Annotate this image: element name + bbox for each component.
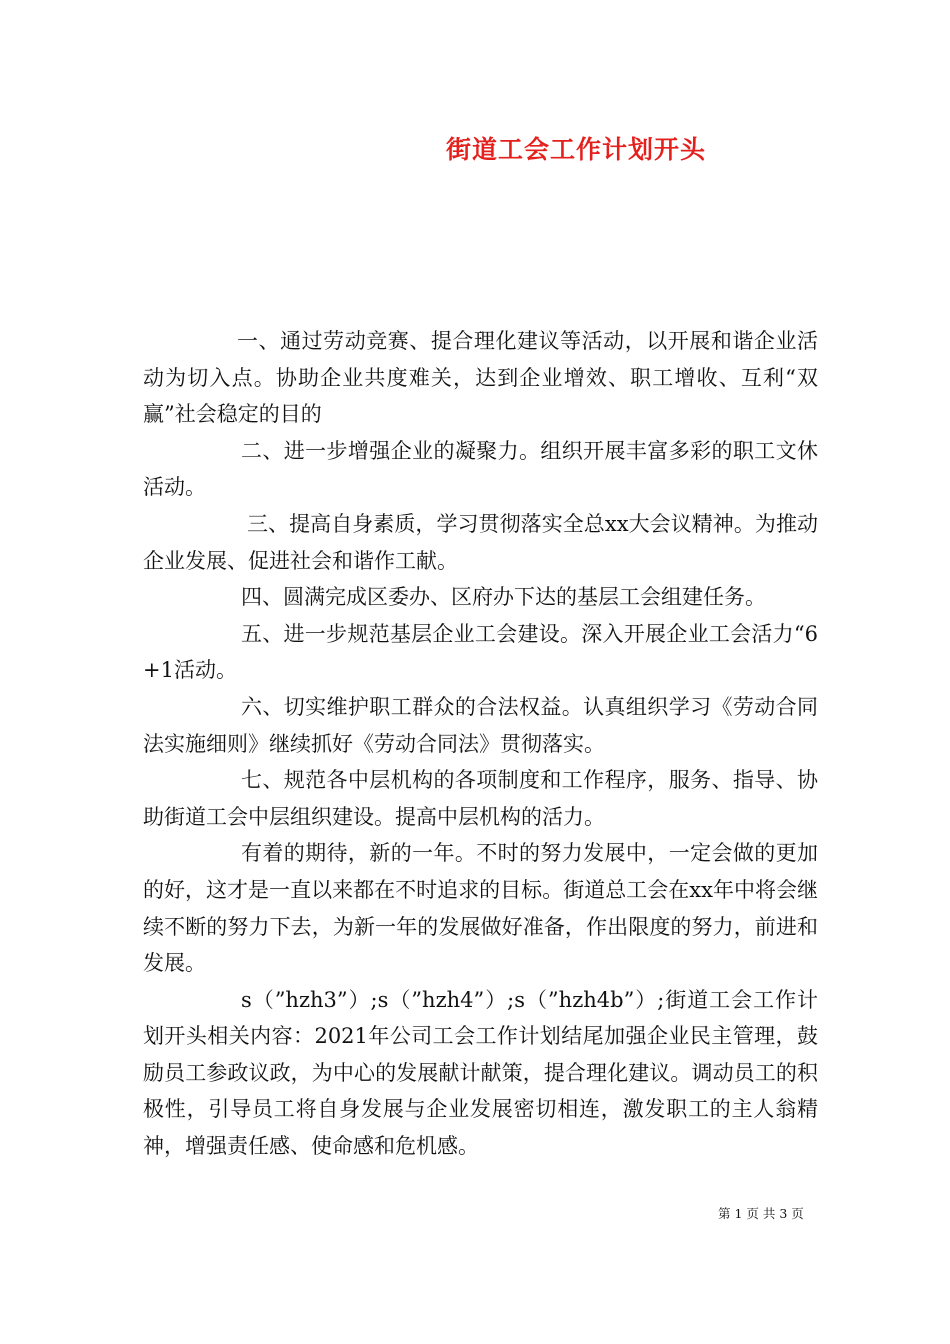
paragraph-9: s（”hzh3”）;s（”hzh4”）;s（”hzh4b”）;街道工会工作计划开头相关内容：2021年公司工会工作计划结尾加强企业民主管理，鼓励员工参政议政，为中心的发展献计献策，提合理化建议。调动员工的积极性，引导员工将自身发展与企业发展密切相连，激发职工的主人翁精神，增强责任感、使命感和危机感。 [143, 987, 818, 1159]
document-title: 街道工会工作计划开头 [446, 135, 707, 164]
paragraph-1: 一、通过劳动竞赛、提合理化建议等活动，以开展和谐企业活动为切入点。协助企业共度难关，达到企业增效、职工增收、互利“双赢”社会稳定的目的 [143, 329, 818, 427]
paragraph-7: 七、规范各中层机构的各项制度和工作程序，服务、指导、协助街道工会中层组织建设。提高中层机构的活力。 [143, 768, 818, 829]
paragraph-2: 二、进一步增强企业的凝聚力。组织开展丰富多彩的职工文休活动。 [143, 438, 818, 500]
paragraph-5: 五、进一步规范基层企业工会建设。深入开展企业工会活力“6+1活动。 [143, 621, 818, 683]
document-body [143, 323, 818, 1165]
paragraph-8: 有着的期待，新的一年。不时的努力发展中，一定会做的更加的好，这才是一直以来都在不时追求的目标。街道总工会在xx年中将会继续不断的努力下去，为新一年的发展做好准备，作出限度的努力，前进和发展。 [143, 841, 818, 976]
paragraph-6: 六、切实维护职工群众的合法权益。认真组织学习《劳动合同法实施细则》继续抓好《劳动合同法》贯彻落实。 [143, 694, 818, 756]
page-number: 第 1 页 共 3 页 [718, 1206, 804, 1221]
paragraph-3: 三、提高自身素质，学习贯彻落实全总xx大会议精神。为推动企业发展、促进社会和谐作工献。 [143, 511, 818, 573]
paragraph-4: 四、圆满完成区委办、区府办下达的基层工会组建任务。 [241, 585, 766, 610]
